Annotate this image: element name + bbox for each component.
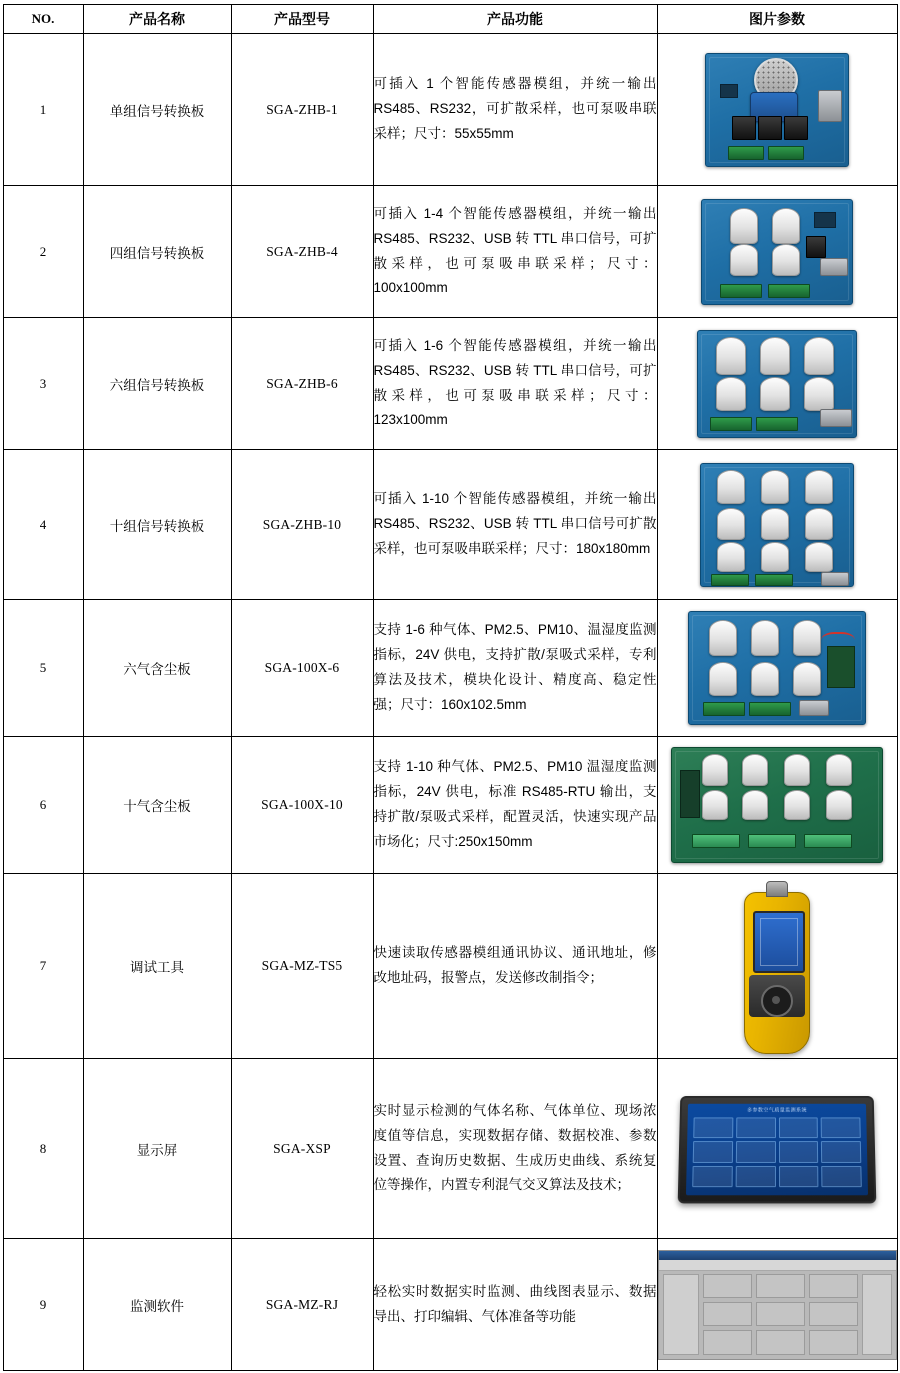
- pcb-six-gas-dust-board: [688, 611, 866, 725]
- monitor-screen-title: 多参数空气质量监测系统: [747, 1107, 807, 1114]
- product-model: SGA-ZHB-10: [231, 450, 373, 600]
- row-number: 7: [3, 874, 83, 1059]
- sensor-module: [742, 754, 768, 786]
- sensor-module: [804, 377, 834, 411]
- software-panel: [703, 1330, 752, 1354]
- device-screen: [753, 911, 805, 973]
- software-panel: [756, 1302, 805, 1326]
- sensor-module: [717, 470, 745, 504]
- reading-cell: [693, 1141, 733, 1162]
- sensor-module: [826, 790, 852, 820]
- product-image: [657, 600, 897, 737]
- product-image: [657, 874, 897, 1059]
- reading-cell: [778, 1141, 818, 1162]
- image-wrapper: [658, 1095, 897, 1203]
- table-row: [3, 874, 897, 1059]
- sensor-module: [805, 508, 833, 540]
- image-wrapper: [658, 199, 897, 305]
- product-model: SGA-100X-6: [231, 600, 373, 737]
- product-name: 六气含尘板: [83, 600, 231, 737]
- sensor-module: [761, 508, 789, 540]
- software-panel: [809, 1302, 858, 1326]
- screw-terminal: [768, 146, 804, 160]
- image-wrapper: [658, 463, 897, 587]
- product-name: 十气含尘板: [83, 737, 231, 874]
- screw-terminal: [711, 574, 749, 586]
- row-number: 3: [3, 318, 83, 450]
- image-wrapper: [658, 330, 897, 438]
- table-body: [3, 34, 897, 1371]
- sensor-module: [709, 620, 737, 656]
- product-name: 六组信号转换板: [83, 318, 231, 450]
- reading-cell: [735, 1165, 775, 1187]
- pcb-six-channel-board: [697, 330, 857, 438]
- sensor-module: [805, 542, 833, 572]
- product-model: SGA-ZHB-4: [231, 186, 373, 318]
- product-name: 显示屏: [83, 1059, 231, 1239]
- screw-terminal: [710, 417, 752, 431]
- pcb-four-channel-board: [701, 199, 853, 305]
- software-sidebar: [663, 1274, 699, 1355]
- column-header-name: 产品名称: [83, 5, 231, 34]
- screw-terminal: [768, 284, 810, 298]
- reading-cell: [821, 1165, 861, 1187]
- reading-cell: [821, 1141, 861, 1162]
- sensor-module: [751, 620, 779, 656]
- terminal-block: [806, 236, 826, 258]
- connector-port: [821, 572, 849, 586]
- reading-cell: [692, 1165, 732, 1187]
- device-keypad: [761, 985, 793, 1017]
- sensor-module: [716, 377, 746, 411]
- sensor-module: [742, 790, 768, 820]
- sensor-module: [761, 470, 789, 504]
- reading-cell: [693, 1117, 733, 1138]
- monitor-reading-grid: [692, 1117, 862, 1187]
- connector-port: [818, 90, 842, 122]
- column-header-function: 产品功能: [373, 5, 657, 34]
- touch-display-monitor: [678, 1096, 877, 1203]
- sensor-module: [751, 662, 779, 696]
- column-header-image: 图片参数: [657, 5, 897, 34]
- sensor-module: [793, 620, 821, 656]
- row-number: 6: [3, 737, 83, 874]
- screw-terminal: [692, 834, 740, 848]
- pcb-ten-gas-dust-board: [671, 747, 883, 863]
- product-function: 轻松实时数据实时监测、曲线图表显示、数据导出、打印编辑、气体准备等功能: [373, 1239, 657, 1371]
- table-header-row: [3, 5, 897, 34]
- table-row: [3, 1059, 897, 1239]
- reading-cell: [779, 1165, 819, 1187]
- product-name: 监测软件: [83, 1239, 231, 1371]
- table-row: [3, 450, 897, 600]
- sensor-module: [772, 244, 800, 276]
- sensor-module: [793, 662, 821, 696]
- reading-cell: [778, 1117, 818, 1138]
- row-number: 8: [3, 1059, 83, 1239]
- screw-terminal: [748, 834, 796, 848]
- connector-port: [820, 258, 848, 276]
- product-model: SGA-XSP: [231, 1059, 373, 1239]
- table-row: [3, 34, 897, 186]
- sensor-module: [760, 377, 790, 411]
- product-function: 快速读取传感器模组通讯协议、通讯地址，修改地址码，报警点，发送修改制指令；: [373, 874, 657, 1059]
- software-panel: [756, 1330, 805, 1354]
- table-header: [3, 5, 897, 34]
- pcb-ten-channel-board: [700, 463, 854, 587]
- image-wrapper: [658, 53, 897, 167]
- row-number: 2: [3, 186, 83, 318]
- table-row: [3, 1239, 897, 1371]
- terminal-block: [758, 116, 782, 140]
- sensor-module: [805, 470, 833, 504]
- product-image: [657, 450, 897, 600]
- product-name: 四组信号转换板: [83, 186, 231, 318]
- sensor-module: [730, 208, 758, 244]
- product-model: SGA-ZHB-1: [231, 34, 373, 186]
- software-panel: [703, 1302, 752, 1326]
- product-function: 可插入 1-4 个智能传感器模组，并统一输出 RS485、RS232、USB 转 TTL 串口信号，可扩散采样，也可泵吸串联采样；尺寸：100x100mm: [373, 186, 657, 318]
- product-function: 可插入 1-6 个智能传感器模组，并统一输出 RS485、RS232、USB 转 TTL 串口信号，可扩散采样，也可泵吸串联采样；尺寸：123x100mm: [373, 318, 657, 450]
- software-panel: [756, 1274, 805, 1298]
- product-model: SGA-100X-10: [231, 737, 373, 874]
- screw-terminal: [749, 702, 791, 716]
- row-number: 1: [3, 34, 83, 186]
- sensor-module: [804, 337, 834, 375]
- screw-terminal: [755, 574, 793, 586]
- monitoring-software-screenshot: [658, 1250, 897, 1360]
- ic-chip: [720, 84, 738, 98]
- product-function: 可插入 1-10 个智能传感器模组，并统一输出 RS485、RS232、USB 转 TTL 串口信号可扩散采样，也可泵吸串联采样；尺寸：180x180mm: [373, 450, 657, 600]
- product-model: SGA-MZ-TS5: [231, 874, 373, 1059]
- product-function: 支持 1-10 种气体、PM2.5、PM10 温湿度监测指标，24V 供电，标准 RS485-RTU 输出，支持扩散/泵吸式采样，配置灵活，快速实现产品市场化；尺寸:250x150mm: [373, 737, 657, 874]
- red-wire: [821, 632, 855, 652]
- sensor-module: [761, 542, 789, 572]
- software-right-panel: [862, 1274, 892, 1355]
- sensor-module: [717, 508, 745, 540]
- product-function: 支持 1-6 种气体、PM2.5、PM10、温湿度监测指标，24V 供电，支持扩散/泵吸式采样，专利算法及技术，模块化设计、精度高、稳定性强；尺寸：160x102.5mm: [373, 600, 657, 737]
- ic-chip: [814, 212, 836, 228]
- product-image: [657, 318, 897, 450]
- software-panel-grid: [703, 1274, 858, 1355]
- sensor-module: [730, 244, 758, 276]
- sensor-module: [784, 790, 810, 820]
- sensor-module: [772, 208, 800, 244]
- image-wrapper: [658, 878, 897, 1054]
- product-function: 实时显示检测的气体名称、气体单位、现场浓度值等信息，实现数据存储、数据校准、参数设置、查询历史数据、生成历史曲线、系统复位等操作，内置专利混气交叉算法及技术；: [373, 1059, 657, 1239]
- terminal-block: [784, 116, 808, 140]
- software-body: [659, 1270, 896, 1359]
- dust-sensor-module: [680, 770, 700, 818]
- table-row: [3, 600, 897, 737]
- image-wrapper: [658, 747, 897, 863]
- table-row: [3, 737, 897, 874]
- row-number: 4: [3, 450, 83, 600]
- column-header-model: 产品型号: [231, 5, 373, 34]
- sensor-module: [760, 337, 790, 375]
- product-name: 十组信号转换板: [83, 450, 231, 600]
- software-panel: [809, 1274, 858, 1298]
- product-image: [657, 737, 897, 874]
- product-image: [657, 1239, 897, 1371]
- table-row: [3, 318, 897, 450]
- row-number: 5: [3, 600, 83, 737]
- sensor-module: [702, 790, 728, 820]
- screw-terminal: [720, 284, 762, 298]
- table-row: [3, 186, 897, 318]
- reading-cell: [821, 1117, 861, 1138]
- sensor-module: [717, 542, 745, 572]
- product-model: SGA-ZHB-6: [231, 318, 373, 450]
- software-title-bar: [659, 1251, 896, 1260]
- pcb-single-channel-board: [705, 53, 849, 167]
- reading-cell: [736, 1117, 776, 1138]
- product-name: 单组信号转换板: [83, 34, 231, 186]
- product-image: [657, 34, 897, 186]
- product-name: 调试工具: [83, 874, 231, 1059]
- connector-port: [820, 409, 852, 427]
- screw-terminal: [756, 417, 798, 431]
- sensor-module: [784, 754, 810, 786]
- product-image: [657, 1059, 897, 1239]
- screw-terminal: [804, 834, 852, 848]
- reading-cell: [736, 1141, 776, 1162]
- sensor-module: [709, 662, 737, 696]
- sensor-module: [826, 754, 852, 786]
- row-number: 9: [3, 1239, 83, 1371]
- screw-terminal: [728, 146, 764, 160]
- handheld-debug-tool: [744, 892, 810, 1054]
- image-wrapper: [658, 611, 897, 725]
- connector-port: [799, 700, 829, 716]
- column-header-no: NO.: [3, 5, 83, 34]
- terminal-block: [732, 116, 756, 140]
- software-panel: [703, 1274, 752, 1298]
- product-table: [3, 4, 898, 1371]
- sensor-module: [702, 754, 728, 786]
- sensor-module: [716, 337, 746, 375]
- screw-terminal: [703, 702, 745, 716]
- software-panel: [809, 1330, 858, 1354]
- image-wrapper: [658, 1250, 897, 1360]
- product-function: 可插入 1 个智能传感器模组，并统一输出 RS485、RS232，可扩散采样，也可泵吸串联采样；尺寸：55x55mm: [373, 34, 657, 186]
- product-image: [657, 186, 897, 318]
- monitor-screen: [686, 1103, 868, 1195]
- dust-sensor-module: [827, 646, 855, 688]
- product-model: SGA-MZ-RJ: [231, 1239, 373, 1371]
- sensor-cap-icon: [766, 881, 788, 897]
